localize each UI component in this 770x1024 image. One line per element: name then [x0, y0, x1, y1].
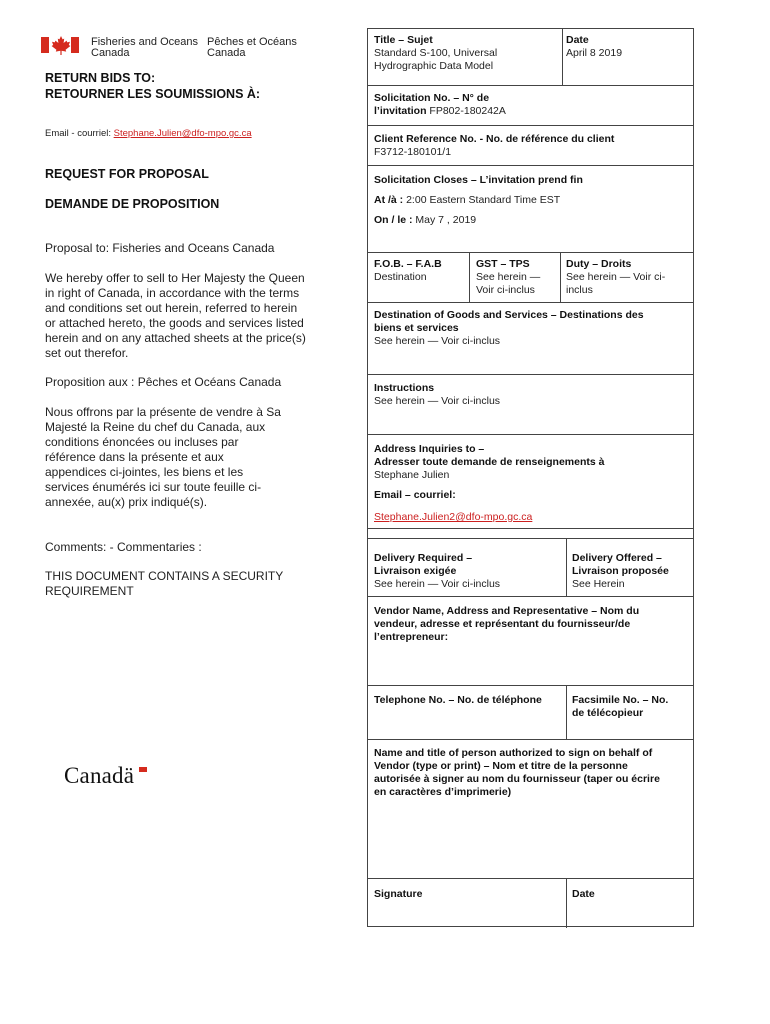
- offer-fr-line: Nous offrons par la présente de vendre à Sa: [45, 405, 281, 419]
- delivery-offered-label: Delivery Offered –: [572, 552, 662, 564]
- date-value: April 8 2019: [566, 47, 623, 59]
- client-ref-value: F3712-180101/1: [374, 146, 452, 158]
- offer-en-line: herein and on any attached sheets at the price(s): [45, 331, 306, 345]
- instructions-cell: [374, 382, 500, 408]
- solicitation-closes-cell: [374, 174, 583, 227]
- solicitation-label: Solicitation No. – N° de: [374, 92, 490, 104]
- client-ref-label: Client Reference No. - No. de référence du client: [374, 133, 615, 145]
- duty-value: inclus: [566, 284, 593, 296]
- vendor-label: Vendor Name, Address and Representative – Nom du: [374, 605, 640, 617]
- telephone-cell[interactable]: [374, 694, 542, 707]
- title-value: Standard S-100, Universal: [374, 47, 498, 59]
- fob-label: F.O.B. – F.A.B: [374, 258, 442, 270]
- signature-label: Signature: [374, 888, 423, 900]
- delivery-offered-cell: [572, 552, 669, 591]
- fax-label: Facsimile No. – No.: [572, 694, 669, 706]
- canada-wordmark: Canadä: [64, 763, 135, 788]
- duty-cell: [566, 258, 665, 297]
- gst-value: Voir ci-inclus: [476, 284, 535, 296]
- duty-value: See herein — Voir ci-: [566, 271, 666, 283]
- title-value: Hydrographic Data Model: [374, 60, 494, 72]
- department-name-en: [91, 37, 198, 59]
- vendor-label: l’entrepreneur:: [374, 631, 449, 643]
- destination-label: biens et services: [374, 322, 459, 334]
- closing-date-value: May 7 , 2019: [415, 214, 477, 226]
- signature-date-label: Date: [572, 888, 595, 900]
- return-bids-en: RETURN BIDS TO:: [45, 71, 156, 85]
- closing-time-value: 2:00 Eastern Standard Time EST: [406, 194, 561, 206]
- security-notice: [45, 569, 283, 599]
- offer-en-line: in right of Canada, in accordance with the terms: [45, 286, 300, 300]
- dept-en-line1: Fisheries and Oceans: [91, 36, 198, 48]
- rfp-title-en: REQUEST FOR PROPOSAL: [45, 167, 209, 181]
- security-line-1: THIS DOCUMENT CONTAINS A SECURITY: [45, 569, 284, 583]
- offer-fr-line: services énumérés ici sur toute feuille ci-: [45, 480, 262, 494]
- fob-value: Destination: [374, 271, 427, 283]
- at-label: At /à :: [374, 194, 407, 206]
- client-reference-cell: [374, 133, 614, 159]
- offer-fr-line: référence dans la présente et aux: [45, 450, 224, 464]
- inquiries-email-link[interactable]: Stephane.Julien2@dfo-mpo.gc.ca: [374, 511, 533, 523]
- fax-label: de télécopieur: [572, 707, 644, 719]
- authorized-person-cell[interactable]: [374, 747, 660, 799]
- offer-en-line: set out therefor.: [45, 346, 129, 360]
- bid-form: [367, 28, 694, 927]
- security-line-2: REQUIREMENT: [45, 584, 134, 598]
- gst-cell: [476, 258, 540, 297]
- vendor-cell[interactable]: [374, 605, 639, 644]
- offer-en-line: or attached hereto, the goods and services listed: [45, 316, 304, 330]
- delivery-required-label: Livraison exigée: [374, 565, 457, 577]
- department-name-fr: [207, 37, 297, 59]
- wordmark-flag-mark: [139, 767, 147, 772]
- destination-label: Destination of Goods and Services – Destinations des: [374, 309, 644, 321]
- proposal-to: Proposal to: Fisheries and Oceans Canada: [45, 241, 275, 255]
- destination-value: See herein — Voir ci-inclus: [374, 335, 501, 347]
- offer-fr-line: annexée, au(x) prix indiqué(s).: [45, 495, 208, 509]
- offer-fr-line: conditions énoncées ou incluses par: [45, 435, 239, 449]
- inquiries-email-label: Email – courriel:: [374, 489, 456, 501]
- comments-label: Comments: - Commentaries :: [45, 540, 202, 554]
- date-cell: [566, 34, 622, 60]
- authorized-label: autorisée à signer au nom du fournisseur (taper ou écrire: [374, 773, 660, 785]
- gst-value: See herein —: [476, 271, 541, 283]
- instructions-value: See herein — Voir ci-inclus: [374, 395, 501, 407]
- title-label: Title – Sujet: [374, 34, 433, 46]
- telephone-label: Telephone No. – No. de téléphone: [374, 694, 542, 706]
- duty-label: Duty – Droits: [566, 258, 632, 270]
- destination-cell: [374, 309, 644, 348]
- closes-label: Solicitation Closes – L’invitation prend fin: [374, 174, 583, 186]
- inquiries-name: Stephane Julien: [374, 469, 450, 481]
- dept-fr-line1: Pêches et Océans: [207, 36, 297, 48]
- instructions-label: Instructions: [374, 382, 435, 394]
- return-email-link[interactable]: Stephane.Julien@dfo-mpo.gc.ca: [113, 128, 252, 139]
- date-label: Date: [566, 34, 589, 46]
- email-label: Email - courriel:: [45, 128, 114, 139]
- delivery-required-value: See herein — Voir ci-inclus: [374, 578, 501, 590]
- inquiries-label: Adresser toute demande de renseignements à: [374, 456, 605, 468]
- title-cell: [374, 34, 497, 73]
- dept-fr-line2: Canada: [207, 47, 246, 59]
- fax-cell[interactable]: [572, 694, 668, 720]
- authorized-label: Vendor (type or print) – Nom et titre de la personne: [374, 760, 628, 772]
- inquiries-cell: [374, 443, 605, 524]
- return-bids-heading: [45, 70, 260, 102]
- gst-label: GST – TPS: [476, 258, 530, 270]
- offer-fr-line: Majesté la Reine du chef du Canada, aux: [45, 420, 266, 434]
- inquiries-label: Address Inquiries to –: [374, 443, 485, 455]
- delivery-offered-label: Livraison proposée: [572, 565, 669, 577]
- solicitation-number-cell: [374, 92, 506, 118]
- maple-leaf-icon: [51, 36, 71, 55]
- offer-fr-line: appendices ci-jointes, les biens et les: [45, 465, 244, 479]
- on-label: On / le :: [374, 214, 416, 226]
- proposition-aux: Proposition aux : Pêches et Océans Canada: [45, 375, 282, 389]
- signature-date-cell[interactable]: [572, 888, 595, 901]
- vendor-label: vendeur, adresse et représentant du fournisseur/de: [374, 618, 631, 630]
- rfp-title-fr: DEMANDE DE PROPOSITION: [45, 197, 220, 211]
- authorized-label: en caractères d’imprimerie): [374, 786, 512, 798]
- offer-en-line: We hereby offer to sell to Her Majesty the Queen: [45, 271, 305, 285]
- delivery-required-label: Delivery Required –: [374, 552, 473, 564]
- offer-en-line: and conditions set out herein, referred to herein: [45, 301, 298, 315]
- solicitation-value: FP802-180242A: [429, 105, 506, 117]
- delivery-offered-value: See Herein: [572, 578, 625, 590]
- authorized-label: Name and title of person authorized to sign on behalf of: [374, 747, 653, 759]
- signature-cell[interactable]: [374, 888, 422, 901]
- return-email-line: [45, 128, 252, 139]
- delivery-required-cell: [374, 552, 500, 591]
- offer-paragraph-en: [45, 271, 335, 361]
- fob-cell: [374, 258, 442, 284]
- return-bids-fr: RETOURNER LES SOUMISSIONS À:: [45, 87, 261, 101]
- offer-paragraph-fr: [45, 405, 335, 510]
- flag-right-bar: [71, 37, 79, 53]
- flag-left-bar: [41, 37, 49, 53]
- dept-en-line2: Canada: [91, 47, 130, 59]
- solicitation-label: l’invitation: [374, 105, 430, 117]
